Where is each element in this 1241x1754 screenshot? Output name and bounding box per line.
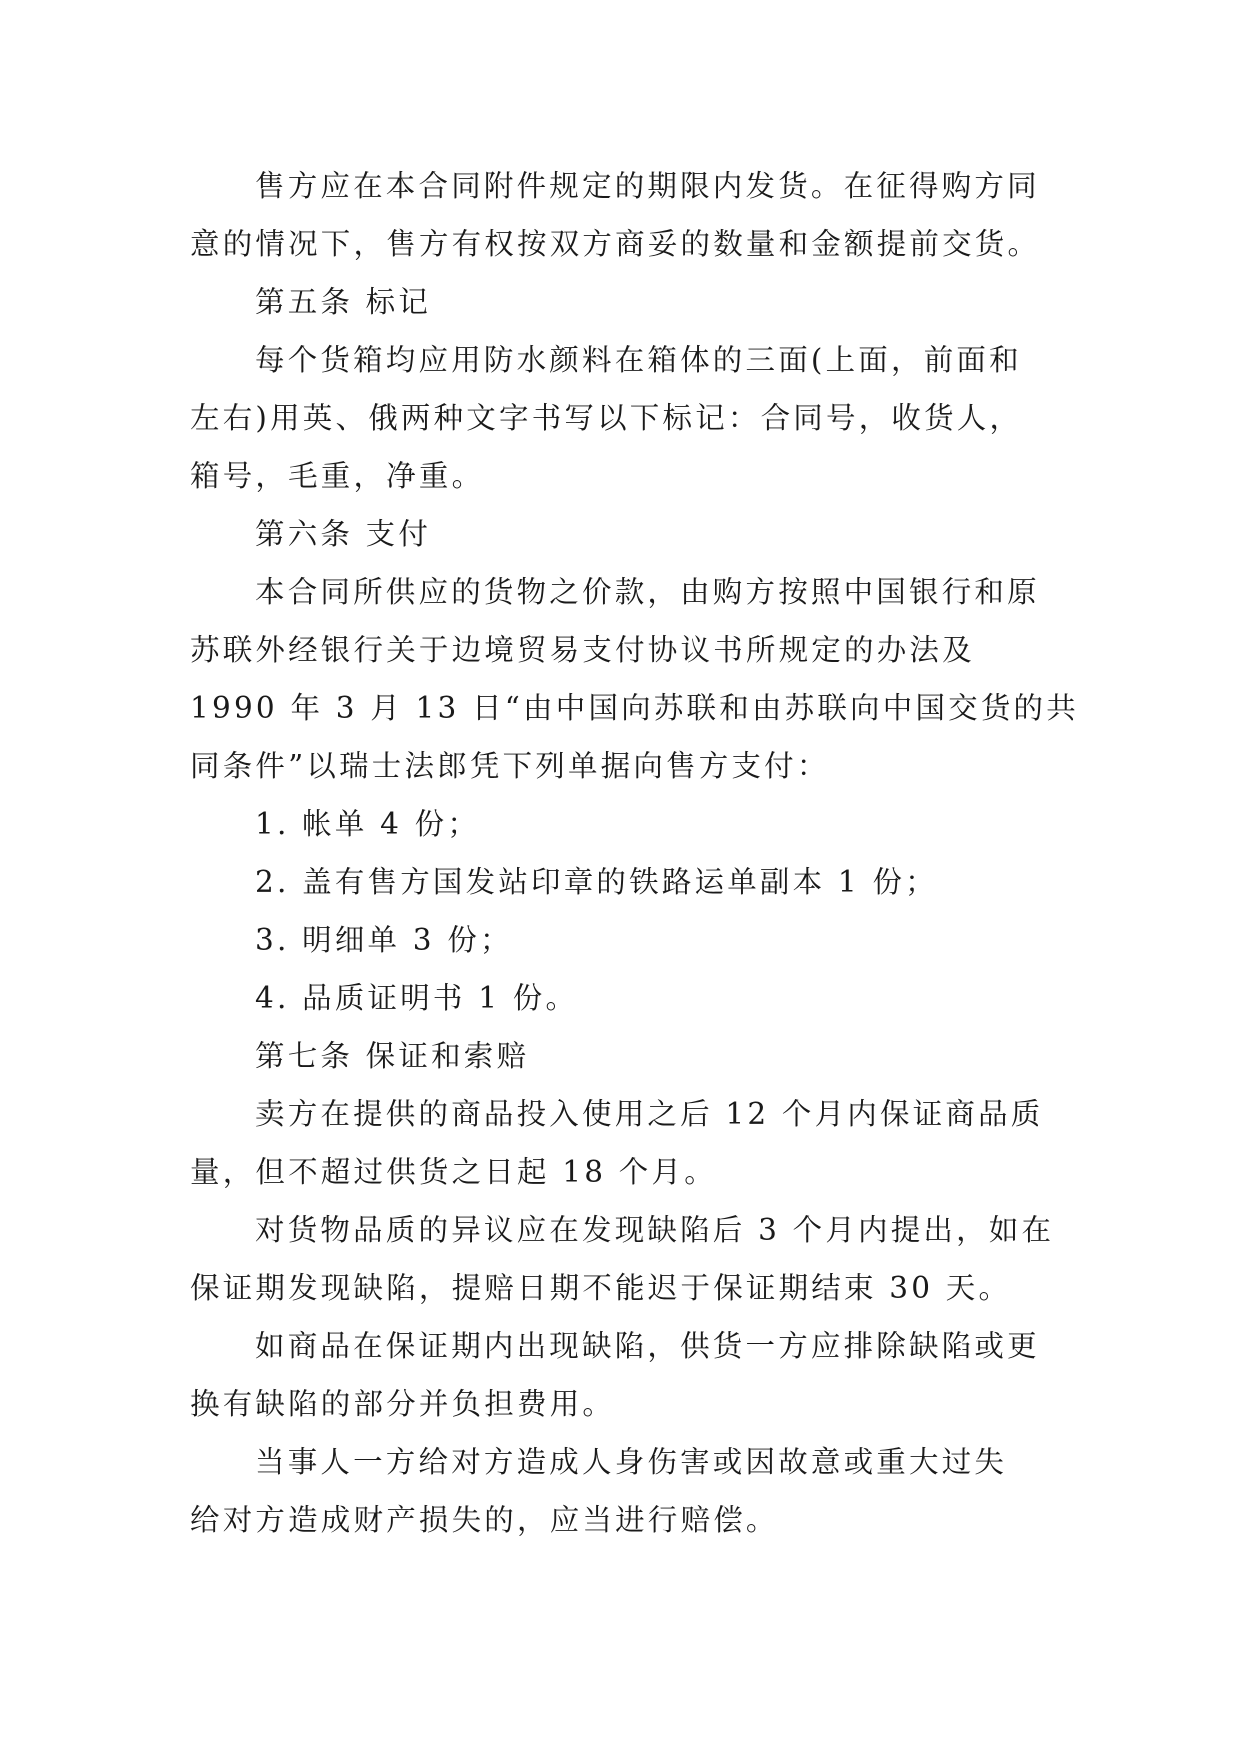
list-item: 2. 盖有售方国发站印章的铁路运单副本 1 份； (255, 865, 938, 899)
article-heading: 第五条 标记 (255, 285, 432, 319)
paragraph-line: 售方应在本合同附件规定的期限内发货。在征得购方同 (255, 169, 1040, 203)
paragraph-line: 卖方在提供的商品投入使用之后 12 个月内保证商品质 (255, 1097, 1044, 1131)
contract-body (190, 157, 1079, 1549)
list-item: 4. 品质证明书 1 份。 (255, 981, 579, 1015)
paragraph-line: 量，但不超过供货之日起 18 个月。 (190, 1155, 717, 1189)
paragraph-line: 当事人一方给对方造成人身伤害或因故意或重大过失 (255, 1445, 1008, 1479)
paragraph-line: 箱号，毛重，净重。 (190, 459, 485, 493)
paragraph-line: 对货物品质的异议应在发现缺陷后 3 个月内提出，如在 (255, 1213, 1055, 1247)
list-item: 1. 帐单 4 份； (255, 807, 481, 841)
paragraph-line: 如商品在保证期内出现缺陷，供货一方应排除缺陷或更 (255, 1329, 1040, 1363)
paragraph-line: 1990 年 3 月 13 日“由中国向苏联和由苏联向中国交货的共 (190, 691, 1079, 725)
paragraph-line: 每个货箱均应用防水颜料在箱体的三面(上面，前面和 (255, 343, 1022, 377)
paragraph-line: 换有缺陷的部分并负担费用。 (190, 1387, 616, 1421)
article-heading: 第六条 支付 (255, 517, 432, 551)
paragraph-line: 给对方造成财产损失的，应当进行赔偿。 (190, 1503, 779, 1537)
article-heading: 第七条 保证和索赔 (255, 1039, 530, 1073)
paragraph-line: 苏联外经银行关于边境贸易支付协议书所规定的办法及 (190, 633, 975, 667)
list-item: 3. 明细单 3 份； (255, 923, 513, 957)
paragraph-line: 本合同所供应的货物之价款，由购方按照中国银行和原 (255, 575, 1040, 609)
paragraph-line: 意的情况下，售方有权按双方商妥的数量和金额提前交货。 (190, 227, 1041, 261)
paragraph-line: 左右)用英、俄两种文字书写以下标记：合同号，收货人， (190, 401, 1023, 435)
paragraph-line: 保证期发现缺陷，提赔日期不能迟于保证期结束 30 天。 (190, 1271, 1012, 1305)
paragraph-line: 同条件”以瑞士法郎凭下列单据向售方支付： (190, 749, 830, 783)
